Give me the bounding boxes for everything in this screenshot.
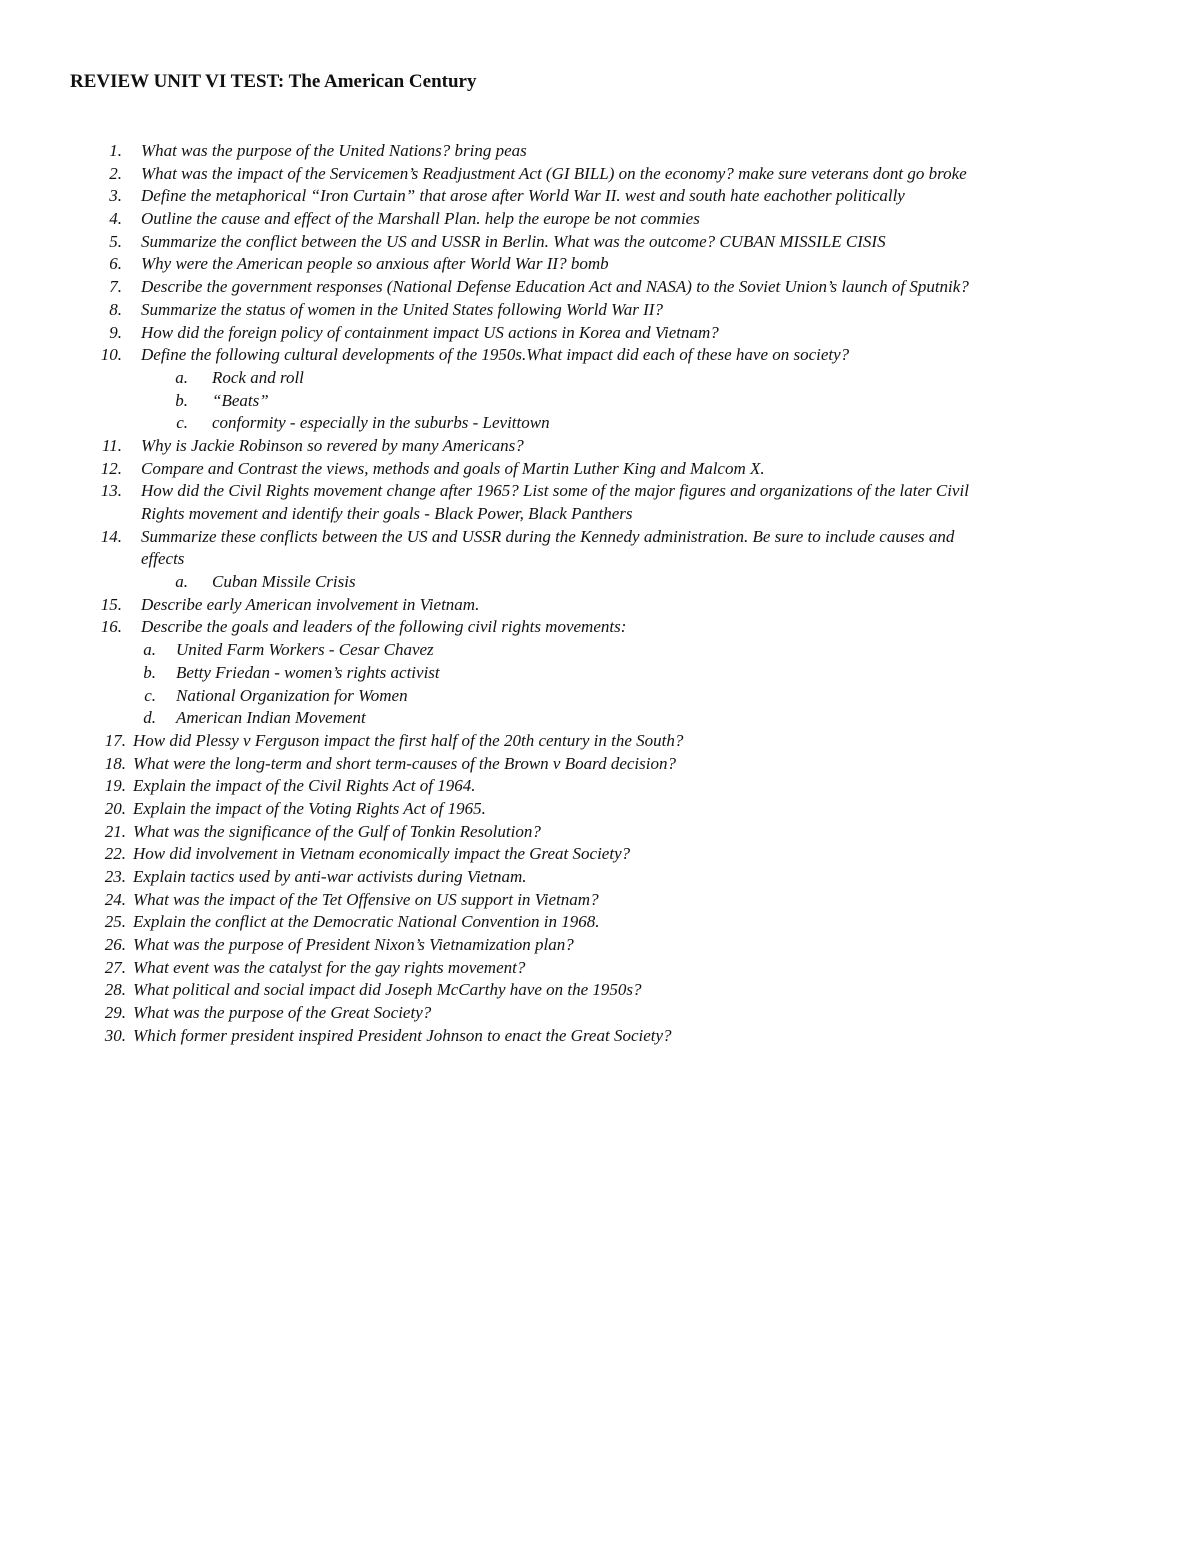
item-number: 28.: [104, 980, 126, 1000]
item-text: effects: [141, 549, 185, 569]
question-list: [0, 140, 1200, 1048]
item-number: 21.: [104, 821, 126, 841]
item-number: 26.: [104, 935, 126, 955]
item-text: Rights movement and identify their goals - Black Power, Black Panthers: [141, 504, 633, 523]
item-text: Betty Friedan - women’s rights activist: [176, 662, 440, 682]
item-letter: c.: [176, 413, 188, 433]
list-item: [0, 866, 1200, 889]
list-item: [0, 843, 1200, 866]
item-number: 10.: [100, 345, 122, 365]
list-item: [0, 798, 1200, 821]
item-letter: c.: [144, 685, 156, 705]
item-number: 3.: [109, 186, 122, 206]
list-item: [0, 458, 1200, 481]
item-text: Summarize the conflict between the US and USSR in Berlin. What was the outcome? CUBAN MISSILE CISIS: [141, 231, 886, 251]
list-item: [0, 616, 1200, 639]
item-number: 9.: [109, 322, 122, 342]
item-text: Outline the cause and effect of the Marshall Plan. help the europe be not commies: [141, 209, 700, 229]
item-number: 20.: [104, 798, 126, 818]
list-item: [0, 730, 1200, 753]
list-item: [0, 231, 1200, 254]
list-item: [0, 911, 1200, 934]
item-number: 18.: [104, 753, 126, 773]
sub-list-item: [0, 662, 1200, 685]
list-item: [0, 163, 1200, 186]
list-item: [0, 594, 1200, 617]
item-text: How did involvement in Vietnam economically impact the Great Society?: [133, 844, 631, 864]
list-item: [0, 1025, 1200, 1048]
item-text: Summarize these conflicts between the US and USSR during the Kennedy administration. Be sure to include causes and: [141, 526, 955, 546]
list-item: [0, 480, 1200, 503]
sub-list-item: [0, 390, 1200, 413]
item-text: What was the purpose of the Great Society?: [133, 1003, 432, 1023]
item-text: Why is Jackie Robinson so revered by many Americans?: [141, 435, 524, 455]
item-text: Explain the conflict at the Democratic National Convention in 1968.: [133, 912, 600, 932]
list-item: [0, 889, 1200, 912]
list-item: [0, 322, 1200, 345]
item-text: What event was the catalyst for the gay rights movement?: [133, 957, 526, 977]
item-number: 6.: [109, 254, 122, 274]
item-text: Cuban Missile Crisis: [212, 572, 356, 592]
item-number: 24.: [104, 889, 126, 909]
sub-list-item: [0, 639, 1200, 662]
item-letter: b.: [143, 662, 156, 682]
item-number: 30.: [104, 1025, 126, 1045]
item-text: Describe the government responses (National Defense Education Act and NASA) to the Soviet Union’s launch of Sputnik?: [141, 277, 969, 297]
list-item: [0, 140, 1200, 163]
item-text: National Organization for Women: [176, 685, 408, 705]
sub-list-item: [0, 367, 1200, 390]
item-text: Describe early American involvement in Vietnam.: [141, 594, 480, 614]
item-letter: a.: [143, 640, 156, 660]
item-number: 14.: [100, 526, 122, 546]
item-text: How did the Civil Rights movement change after 1965? List some of the major figures and organizations of the later Civil: [141, 481, 969, 501]
item-text: How did Plessy v Ferguson impact the first half of the 20th century in the South?: [133, 730, 684, 750]
item-number: 2.: [109, 163, 122, 183]
item-text: Why were the American people so anxious after World War II? bomb: [141, 254, 609, 274]
item-text: Explain the impact of the Voting Rights Act of 1965.: [133, 798, 486, 818]
item-number: 22.: [104, 844, 126, 864]
item-number: 5.: [109, 231, 122, 251]
list-item: [0, 1002, 1200, 1025]
list-item: [0, 276, 1200, 299]
item-number: 12.: [100, 458, 122, 478]
item-text: Compare and Contrast the views, methods and goals of Martin Luther King and Malcom X.: [141, 458, 765, 478]
document-title: REVIEW UNIT VI TEST: The American Century: [70, 71, 477, 92]
item-number: 1.: [109, 141, 122, 160]
item-letter: b.: [175, 390, 188, 410]
item-text: “Beats”: [212, 390, 269, 410]
list-item: [0, 775, 1200, 798]
item-letter: a.: [175, 572, 188, 592]
item-number: 15.: [100, 594, 122, 614]
list-item: [0, 435, 1200, 458]
item-number: 16.: [100, 617, 122, 637]
item-letter: d.: [143, 708, 156, 728]
item-text: What political and social impact did Joseph McCarthy have on the 1950s?: [133, 980, 642, 1000]
list-item-continuation: [0, 503, 1200, 526]
item-text: Rock and roll: [212, 367, 304, 387]
item-text: Define the following cultural developments of the 1950s.What impact did each of these have on society?: [141, 345, 850, 365]
list-item: [0, 821, 1200, 844]
item-number: 17.: [104, 730, 126, 750]
sub-list-item: [0, 412, 1200, 435]
item-number: 13.: [100, 481, 122, 501]
item-number: 8.: [109, 299, 122, 319]
item-number: 27.: [104, 957, 126, 977]
item-number: 11.: [102, 435, 122, 455]
list-item: [0, 253, 1200, 276]
item-number: 19.: [104, 776, 126, 796]
item-number: 29.: [104, 1003, 126, 1023]
list-item: [0, 185, 1200, 208]
sub-list-item: [0, 685, 1200, 708]
item-number: 23.: [104, 867, 126, 886]
item-text: American Indian Movement: [176, 708, 366, 728]
item-text: Define the metaphorical “Iron Curtain” that arose after World War II. west and south hate eachother politically: [141, 186, 905, 206]
item-text: United Farm Workers - Cesar Chavez: [176, 640, 434, 660]
item-text: What was the significance of the Gulf of Tonkin Resolution?: [133, 821, 541, 841]
list-item: [0, 753, 1200, 776]
item-text: What were the long-term and short term-causes of the Brown v Board decision?: [133, 753, 676, 773]
item-text: conformity - especially in the suburbs - Levittown: [212, 413, 550, 433]
list-item: [0, 344, 1200, 367]
item-text: What was the impact of the Servicemen’s Readjustment Act (GI BILL) on the economy? make sure veterans dont go broke: [141, 163, 967, 183]
list-item: [0, 299, 1200, 322]
sub-list-item: [0, 707, 1200, 730]
list-item: [0, 979, 1200, 1002]
list-item: [0, 934, 1200, 957]
sub-list-item: [0, 571, 1200, 594]
item-text: Describe the goals and leaders of the following civil rights movements:: [141, 617, 627, 637]
item-text: What was the purpose of the United Nations? bring peas: [141, 141, 527, 160]
item-text: Which former president inspired President Johnson to enact the Great Society?: [133, 1025, 672, 1045]
item-text: Explain the impact of the Civil Rights Act of 1964.: [133, 776, 476, 796]
list-item: [0, 208, 1200, 231]
item-text: Explain tactics used by anti-war activists during Vietnam.: [133, 867, 527, 886]
item-text: Summarize the status of women in the United States following World War II?: [141, 299, 663, 319]
item-number: 25.: [104, 912, 126, 932]
list-item: [0, 526, 1200, 549]
item-number: 4.: [109, 209, 122, 229]
item-text: What was the purpose of President Nixon’s Vietnamization plan?: [133, 935, 574, 955]
list-item-continuation: [0, 548, 1200, 571]
item-text: What was the impact of the Tet Offensive on US support in Vietnam?: [133, 889, 599, 909]
item-letter: a.: [175, 367, 188, 387]
item-number: 7.: [109, 277, 122, 297]
list-item: [0, 957, 1200, 980]
item-text: How did the foreign policy of containment impact US actions in Korea and Vietnam?: [141, 322, 719, 342]
